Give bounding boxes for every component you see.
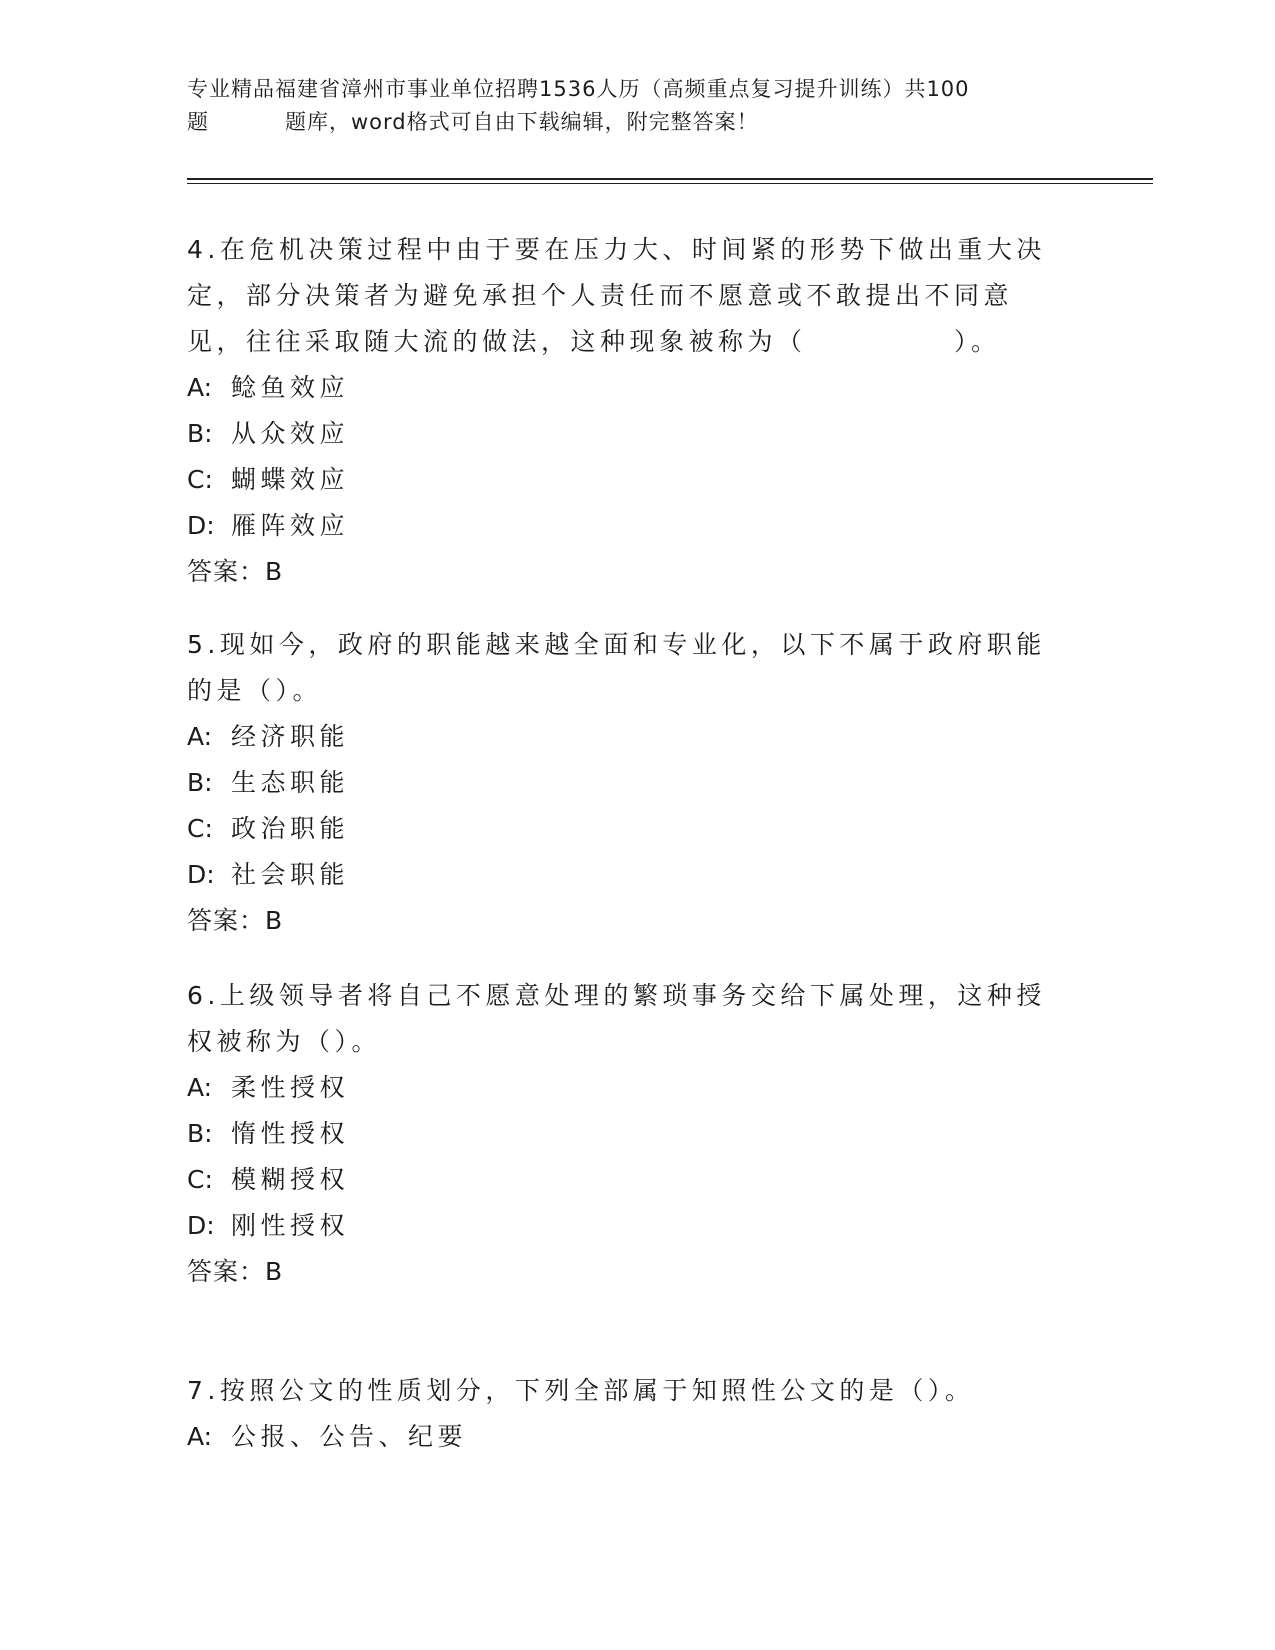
option-c [187,457,1067,503]
option-text: 惰性授权 [231,1119,350,1148]
header-divider-thin [187,183,1153,184]
option-text: 政治职能 [231,814,350,843]
option-a [187,365,1067,411]
option-letter: A: [187,1073,213,1102]
option-text: 公报、公告、纪要 [231,1422,468,1451]
option-b [187,1111,1067,1157]
option-text: 刚性授权 [231,1211,350,1240]
option-letter: B: [187,1119,213,1148]
option-c [187,806,1067,852]
option-d [187,852,1067,898]
option-text: 生态职能 [231,768,350,797]
option-c [187,1157,1067,1203]
option-letter: D: [187,1211,215,1240]
option-text: 从众效应 [231,419,350,448]
answer-key: 答案：B [187,1257,284,1286]
option-a [187,1414,1067,1460]
option-letter: D: [187,511,215,540]
option-letter: A: [187,722,213,751]
option-text: 社会职能 [231,860,350,889]
option-letter: C: [187,465,213,494]
header-title-line1: 专业精品福建省漳州市事业单位招聘1536人历（高频重点复习提升训练）共100 [187,77,970,101]
option-d [187,503,1067,549]
option-letter: C: [187,814,213,843]
option-b [187,411,1067,457]
question-5 [187,622,1067,944]
option-letter: B: [187,419,213,448]
option-letter: C: [187,1165,213,1194]
option-a [187,714,1067,760]
option-text: 模糊授权 [231,1165,350,1194]
question-4 [187,227,1067,595]
option-text: 柔性授权 [231,1073,350,1102]
answer-key: 答案：B [187,906,284,935]
option-letter: A: [187,373,213,402]
header-title-line2-right: 题库，word格式可自由下载编辑，附完整答案！ [285,110,759,134]
question-stem: 7.按照公文的性质划分，下列全部属于知照性公文的是（）。 [187,1376,975,1405]
answer-key: 答案：B [187,557,284,586]
header-title-line2-left: 题 [187,110,209,134]
option-a [187,1065,1067,1111]
question-stem: 5.现如今，政府的职能越来越全面和专业化，以下不属于政府职能的是（）。 [187,630,1046,705]
option-letter: A: [187,1422,213,1451]
header-divider-thick [187,178,1153,180]
question-7 [187,1368,1067,1460]
question-stem: 6.上级领导者将自己不愿意处理的繁琐事务交给下属处理，这种授权被称为（）。 [187,981,1046,1056]
option-letter: D: [187,860,215,889]
option-d [187,1203,1067,1249]
question-6 [187,973,1067,1295]
option-letter: B: [187,768,213,797]
option-text: 经济职能 [231,722,350,751]
option-b [187,760,1067,806]
option-text: 鲶鱼效应 [231,373,350,402]
option-text: 蝴蝶效应 [231,465,350,494]
question-stem: 4.在危机决策过程中由于要在压力大、时间紧的形势下做出重大决定，部分决策者为避免承担个人责任而不愿意或不敢提出不同意见，往往采取随大流的做法，这种现象被称为（ ）。 [187,235,1046,356]
option-text: 雁阵效应 [231,511,350,540]
